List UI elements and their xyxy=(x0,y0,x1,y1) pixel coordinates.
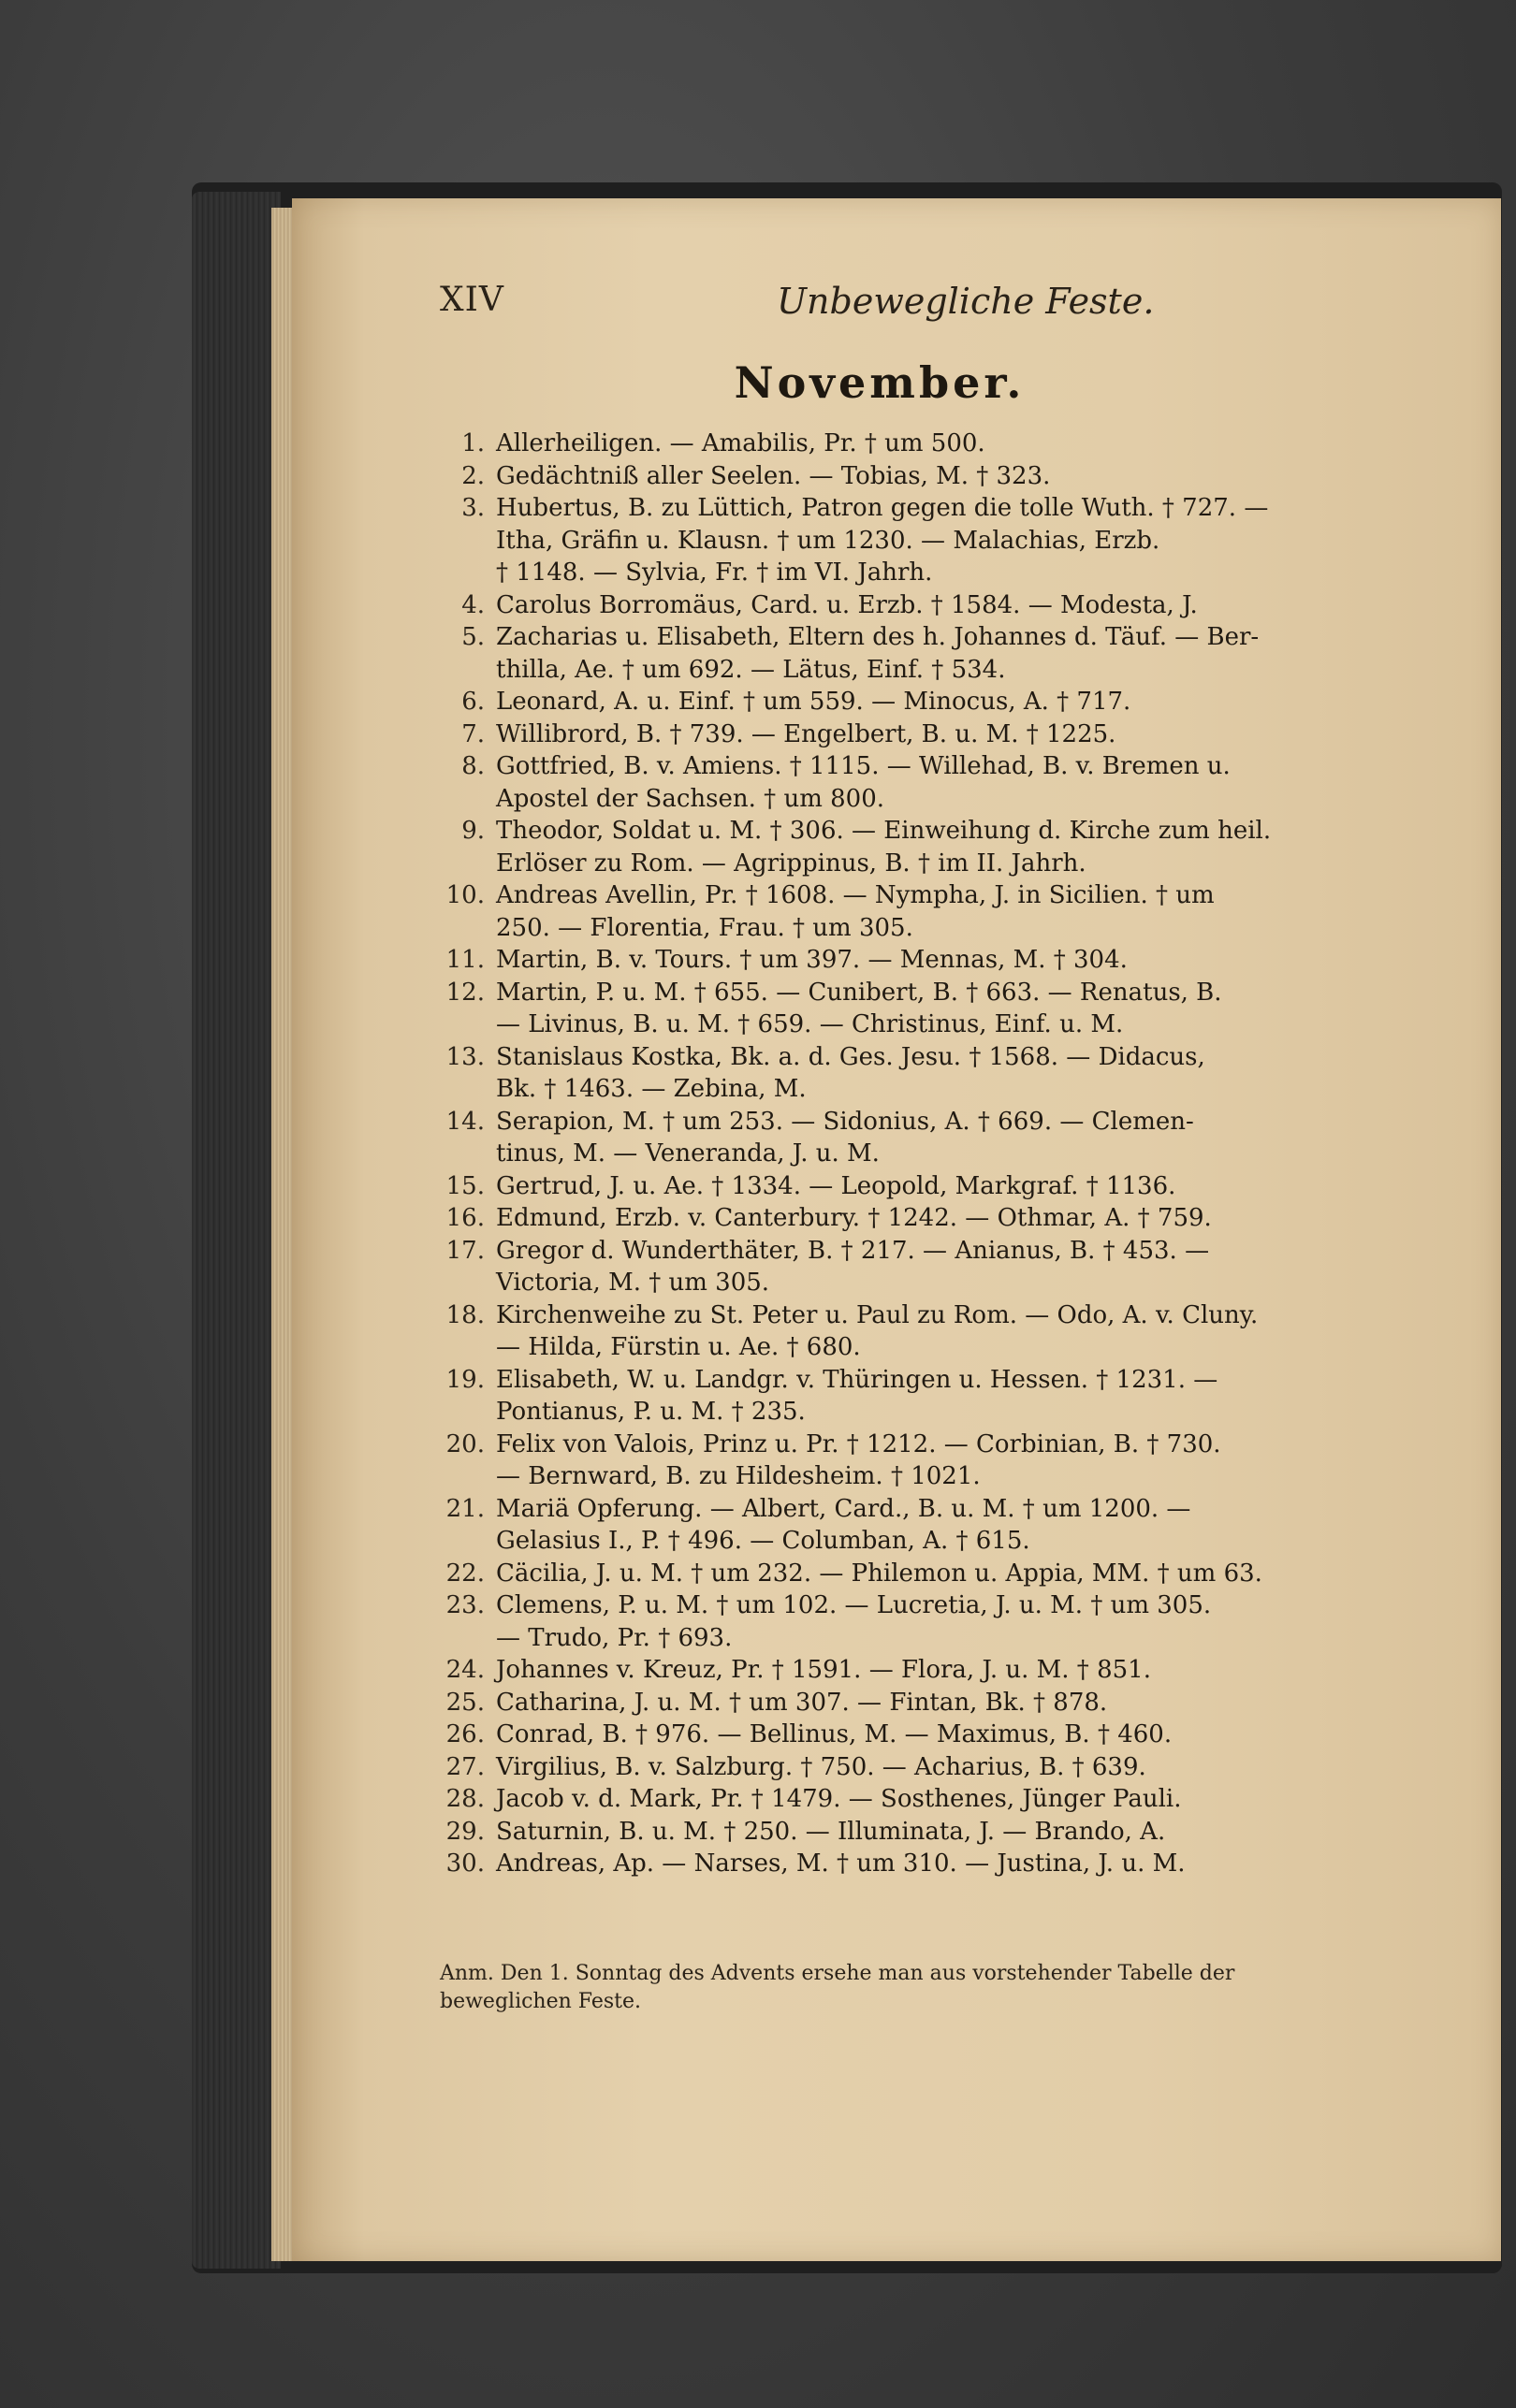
feast-entry xyxy=(440,1364,1366,1429)
feast-entry xyxy=(440,1558,1366,1590)
entry-text-line: Martin, B. v. Tours. † um 397. — Mennas, M. † 304. xyxy=(496,946,1128,974)
entry-text-line: Leonard, A. u. Einf. † um 559. — Minocus, A. † 717. xyxy=(496,688,1131,716)
entry-day-number: 8. xyxy=(461,752,485,780)
entry-text-line: Elisabeth, W. u. Landgr. v. Thüringen u. Hessen. † 1231. — xyxy=(496,1365,1218,1394)
entry-text-line: Victoria, M. † um 305. xyxy=(496,1269,770,1297)
entry-text-line: Willibrord, B. † 739. — Engelbert, B. u. M. † 1225. xyxy=(496,719,1116,748)
entry-text-line: — Livinus, B. u. M. † 659. — Christinus, Einf. u. M. xyxy=(496,1010,1124,1038)
feast-entry xyxy=(440,428,1366,460)
feast-entry xyxy=(440,1719,1366,1751)
entry-day-number: 13. xyxy=(445,1042,485,1071)
entry-text-line: Clemens, P. u. M. † um 102. — Lucretia, J. u. M. † um 305. xyxy=(496,1591,1212,1619)
entry-day-number: 21. xyxy=(445,1494,485,1523)
entry-day-number: 12. xyxy=(445,978,485,1007)
entry-day-number: 29. xyxy=(445,1817,485,1846)
entry-text-line: thilla, Ae. † um 692. — Lätus, Einf. † 534. xyxy=(496,655,1006,684)
entry-text-line: 250. — Florentia, Frau. † um 305. xyxy=(496,913,913,942)
entry-text-line: Gedächtniß aller Seelen. — Tobias, M. † 323. xyxy=(496,461,1051,490)
entry-text-line: Stanislaus Kostka, Bk. a. d. Ges. Jesu. † 1568. — Didacus, xyxy=(496,1042,1205,1071)
entry-text-line: Gregor d. Wunderthäter, B. † 217. — Anianus, B. † 453. — xyxy=(496,1236,1210,1265)
feast-entry xyxy=(440,1687,1366,1719)
feast-entry xyxy=(440,718,1366,751)
entry-text-line: Virgilius, B. v. Salzburg. † 750. — Acharius, B. † 639. xyxy=(496,1752,1146,1781)
feast-entry xyxy=(440,460,1366,493)
entry-day-number: 1. xyxy=(461,429,485,457)
footnote-line: beweglichen Feste. xyxy=(440,1990,642,2013)
entry-text-line: — Bernward, B. zu Hildesheim. † 1021. xyxy=(496,1462,981,1490)
entry-day-number: 4. xyxy=(461,590,485,619)
entry-day-number: 2. xyxy=(461,461,485,490)
feast-list xyxy=(440,428,1366,1880)
entry-day-number: 24. xyxy=(445,1656,485,1684)
feast-entry xyxy=(440,1235,1366,1299)
entry-text-line: — Trudo, Pr. † 693. xyxy=(496,1623,733,1652)
entry-text-line: Andreas, Ap. — Narses, M. † um 310. — Justina, J. u. M. xyxy=(496,1850,1186,1878)
entry-day-number: 5. xyxy=(461,623,485,651)
feast-entry xyxy=(440,589,1366,622)
entry-text-line: Kirchenweihe zu St. Peter u. Paul zu Rom. — Odo, A. v. Cluny. xyxy=(496,1300,1259,1329)
entry-day-number: 19. xyxy=(445,1365,485,1394)
feast-entry xyxy=(440,1202,1366,1235)
entry-day-number: 30. xyxy=(445,1850,485,1878)
feast-entry xyxy=(440,977,1366,1041)
feast-entry xyxy=(440,944,1366,977)
entry-day-number: 26. xyxy=(445,1720,485,1748)
feast-entry xyxy=(440,1654,1366,1687)
entry-day-number: 14. xyxy=(445,1107,485,1136)
entry-text-line: Erlöser zu Rom. — Agrippinus, B. † im II. Jahrh. xyxy=(496,849,1086,878)
feast-entry xyxy=(440,1816,1366,1849)
entry-text-line: Serapion, M. † um 253. — Sidonius, A. † 669. — Clemen- xyxy=(496,1107,1194,1136)
entry-text-line: Pontianus, P. u. M. † 235. xyxy=(496,1398,806,1426)
feast-entry xyxy=(440,1783,1366,1816)
feast-entry xyxy=(440,1751,1366,1784)
footnote xyxy=(440,1960,1385,2016)
entry-day-number: 3. xyxy=(461,494,485,522)
entry-text-line: Apostel der Sachsen. † um 800. xyxy=(496,784,884,813)
entry-text-line: Bk. † 1463. — Zebina, M. xyxy=(496,1075,807,1103)
entry-day-number: 18. xyxy=(445,1300,485,1329)
entry-text-line: Theodor, Soldat u. M. † 306. — Einweihung d. Kirche zum heil. xyxy=(496,817,1272,845)
entry-day-number: 22. xyxy=(445,1559,485,1588)
entry-text-line: Gottfried, B. v. Amiens. † 1115. — Willehad, B. v. Bremen u. xyxy=(496,752,1231,780)
page-header xyxy=(440,281,1282,327)
entry-text-line: Carolus Borromäus, Card. u. Erzb. † 1584. — Modesta, J. xyxy=(496,590,1198,619)
feast-entry xyxy=(440,1041,1366,1106)
feast-entry xyxy=(440,815,1366,879)
entry-text-line: Hubertus, B. zu Lüttich, Patron gegen die tolle Wuth. † 727. — xyxy=(496,494,1269,522)
entry-text-line: Edmund, Erzb. v. Canterbury. † 1242. — Othmar, A. † 759. xyxy=(496,1204,1212,1232)
entry-text-line: tinus, M. — Veneranda, J. u. M. xyxy=(496,1139,880,1168)
entry-text-line: Johannes v. Kreuz, Pr. † 1591. — Flora, J. u. M. † 851. xyxy=(496,1656,1151,1684)
entry-text-line: Zacharias u. Elisabeth, Eltern des h. Johannes d. Täuf. — Ber- xyxy=(496,623,1260,651)
page-number: XIV xyxy=(440,281,504,319)
feast-entry xyxy=(440,1170,1366,1203)
entry-text-line: Felix von Valois, Prinz u. Pr. † 1212. — Corbinian, B. † 730. xyxy=(496,1429,1221,1458)
entry-day-number: 25. xyxy=(445,1688,485,1717)
feast-entry xyxy=(440,1299,1366,1364)
feast-entry xyxy=(440,621,1366,686)
entry-day-number: 6. xyxy=(461,688,485,716)
entry-day-number: 10. xyxy=(445,881,485,909)
book-spine xyxy=(192,192,281,2269)
entry-text-line: Andreas Avellin, Pr. † 1608. — Nympha, J. in Sicilien. † um xyxy=(496,881,1215,909)
entry-day-number: 27. xyxy=(445,1752,485,1781)
feast-entry xyxy=(440,1106,1366,1170)
entry-day-number: 11. xyxy=(445,946,485,974)
entry-day-number: 16. xyxy=(445,1204,485,1232)
entry-text-line: † 1148. — Sylvia, Fr. † im VI. Jahrh. xyxy=(496,558,933,587)
feast-entry xyxy=(440,1589,1366,1654)
entry-text-line: Martin, P. u. M. † 655. — Cunibert, B. † 663. — Renatus, B. xyxy=(496,978,1222,1007)
feast-entry xyxy=(440,1493,1366,1558)
entry-text-line: Mariä Opferung. — Albert, Card., B. u. M. † um 1200. — xyxy=(496,1494,1191,1523)
entry-text-line: Catharina, J. u. M. † um 307. — Fintan, Bk. † 878. xyxy=(496,1688,1108,1717)
entry-text-line: Itha, Gräfin u. Klausn. † um 1230. — Malachias, Erzb. xyxy=(496,526,1160,555)
entry-text-line: Gertrud, J. u. Ae. † 1334. — Leopold, Markgraf. † 1136. xyxy=(496,1171,1176,1200)
running-title: Unbewegliche Feste. xyxy=(777,281,1155,322)
entry-text-line: Allerheiligen. — Amabilis, Pr. † um 500. xyxy=(496,429,985,457)
entry-day-number: 28. xyxy=(445,1785,485,1813)
entry-day-number: 17. xyxy=(445,1236,485,1265)
entry-text-line: Conrad, B. † 976. — Bellinus, M. — Maximus, B. † 460. xyxy=(496,1720,1173,1748)
footnote-line: Anm. Den 1. Sonntag des Advents ersehe man aus vorstehender Tabelle der xyxy=(440,1962,1235,1985)
entry-text-line: Saturnin, B. u. M. † 250. — Illuminata, J. — Brando, A. xyxy=(496,1817,1166,1846)
entry-day-number: 23. xyxy=(445,1591,485,1619)
feast-entry xyxy=(440,492,1366,589)
entry-text-line: — Hilda, Fürstin u. Ae. † 680. xyxy=(496,1333,861,1361)
entry-text-line: Cäcilia, J. u. M. † um 232. — Philemon u. Appia, MM. † um 63. xyxy=(496,1559,1262,1588)
entry-day-number: 15. xyxy=(445,1171,485,1200)
entry-day-number: 7. xyxy=(461,719,485,748)
feast-entry xyxy=(440,750,1366,815)
entry-day-number: 9. xyxy=(461,817,485,845)
feast-entry xyxy=(440,879,1366,944)
entry-day-number: 20. xyxy=(445,1429,485,1458)
entry-text-line: Gelasius I., P. † 496. — Columban, A. † 615. xyxy=(496,1527,1030,1555)
feast-entry xyxy=(440,1429,1366,1493)
feast-entry xyxy=(440,1848,1366,1880)
feast-entry xyxy=(440,686,1366,718)
entry-text-line: Jacob v. d. Mark, Pr. † 1479. — Sosthenes, Jünger Pauli. xyxy=(496,1785,1182,1813)
month-title: November. xyxy=(734,357,1026,408)
